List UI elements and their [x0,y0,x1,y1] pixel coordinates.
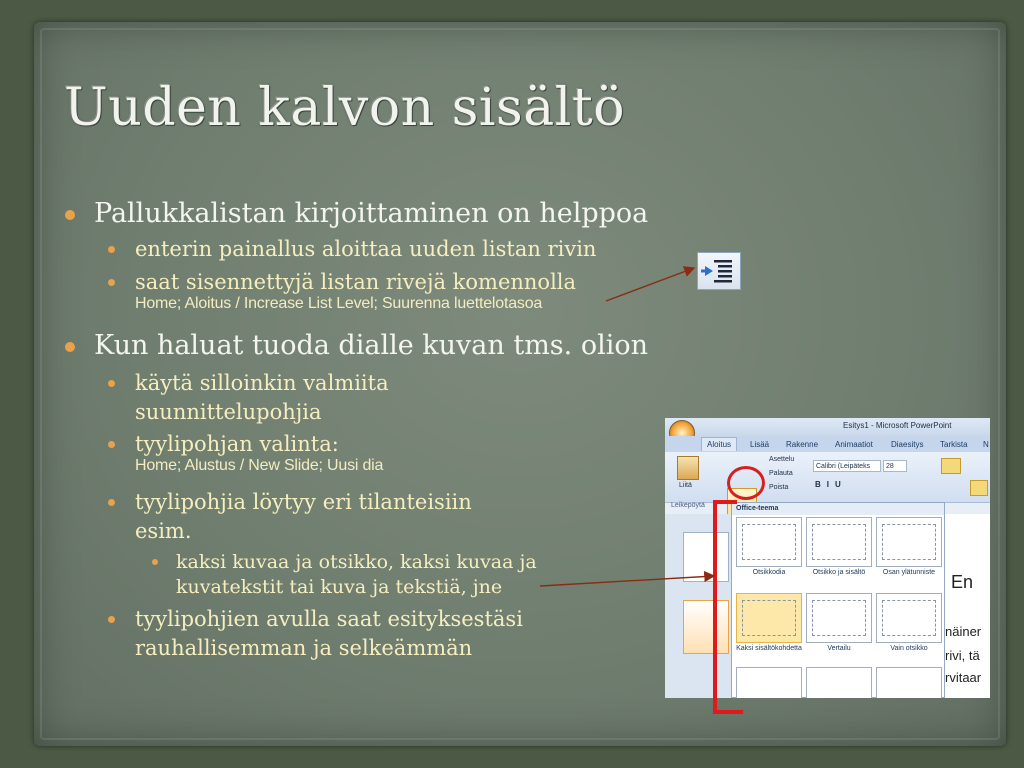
layout-button[interactable]: Asettelu [769,456,795,463]
tab-tarkista[interactable]: Tarkista [940,440,968,449]
bullet-text: saat sisennettyjä listan rivejä komennolla [135,270,577,294]
slide-canvas-text: En [951,572,974,592]
arrow-to-icon [606,268,694,301]
bullet-text: esim. [135,519,192,543]
reset-button[interactable]: Palauta [769,470,793,477]
layout-label: Otsikkodia [752,569,786,576]
bullet-text: suunnittelupohjia [135,400,322,424]
slide-canvas-text: rvitaar [945,670,982,685]
tab-lisaa[interactable]: Lisää [750,440,770,449]
font-name-select[interactable]: Calibri (Leipäteks [813,460,881,472]
tab-diaesitys[interactable]: Diaesitys [891,440,924,449]
tab-more[interactable]: N [983,440,989,449]
layout-label: Osan ylätunniste [882,569,936,576]
arrow-to-layouts [540,576,714,586]
tab-rakenne[interactable]: Rakenne [786,440,819,449]
bullet-text: rauhallisemman ja selkeämmän [135,636,473,660]
bullet-text: kaksi kuvaa ja otsikko, kaksi kuvaa ja [176,551,537,573]
gallery-title: Office-teema [732,503,944,515]
command-path: Home; Alustus / New Slide; Uusi dia [135,457,384,474]
command-path: Home; Aloitus / Increase List Level; Suurenna luettelotasoa [135,295,543,312]
delete-button[interactable]: Poista [769,484,789,491]
layout-label: Kaksi sisältökohdetta [736,645,802,652]
slide-canvas-text: rivi, tä [945,648,980,663]
layout-label: Otsikko ja sisältö [812,569,866,576]
slide-canvas-text: näiner [945,624,982,639]
bullet-text: käytä silloinkin valmiita [135,371,389,395]
tab-animaatiot[interactable]: Animaatiot [835,440,873,449]
bullet-text: Kun haluat tuoda dialle kuvan tms. olion [94,330,649,361]
bullet-text: tyylipohjia löytyy eri tilanteisiin [135,490,472,514]
bullet-text: tyylipohjan valinta: [135,432,339,456]
window-title: Esitys1 - Microsoft PowerPoint [843,421,952,430]
slide-title: Uuden kalvon sisältö [64,78,626,138]
bullet-text: kuvatekstit tai kuva ja tekstiä, jne [176,576,503,598]
layout-label: Vain otsikko [890,645,928,652]
paste-label: Liitä [679,482,692,489]
bullet-text: Pallukkalistan kirjoittaminen on helppoa [94,198,649,229]
bullet-text: tyylipohjien avulla saat esityksestäsi [135,607,523,631]
layout-label: Vertailu [827,645,851,652]
bullet-text: enterin painallus aloittaa uuden listan rivin [135,237,597,261]
tab-aloitus[interactable]: Aloitus [701,437,737,451]
clipboard-group-label: Leikepöytä [671,502,705,509]
font-format-buttons[interactable]: BIU [815,480,847,489]
font-size-select[interactable]: 28 [883,460,907,472]
